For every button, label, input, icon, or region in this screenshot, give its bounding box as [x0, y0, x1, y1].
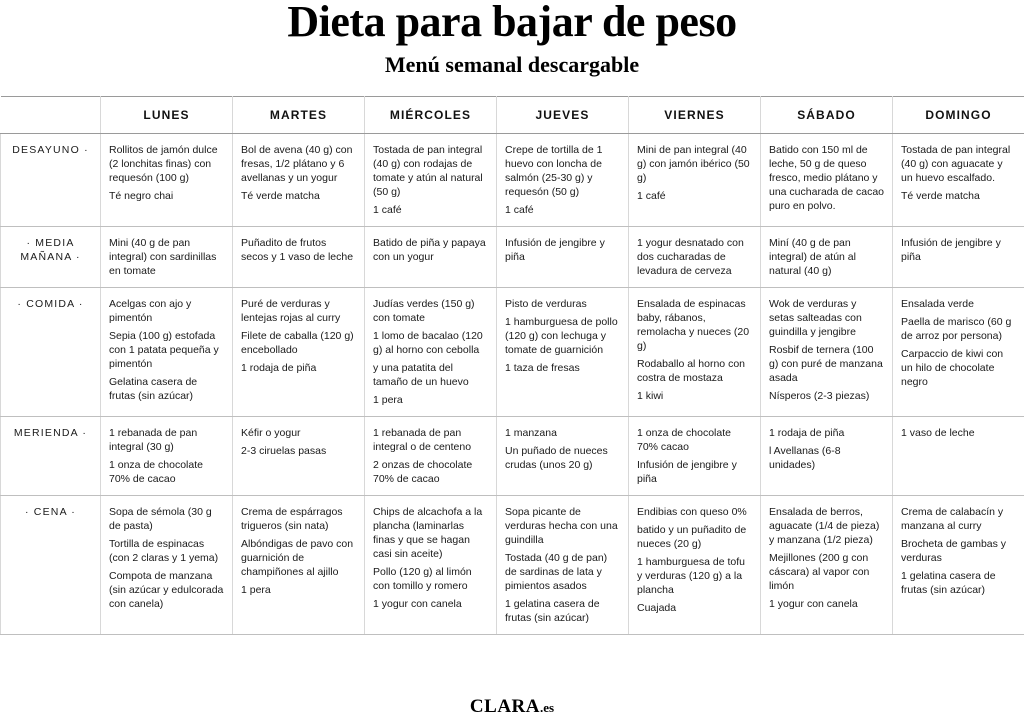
brand-suffix: .es: [539, 700, 555, 715]
meal-cell: Kéfir o yogur 2-3 ciruelas pasas: [233, 417, 365, 496]
meal-cell: Batido de piña y papaya con un yogur: [365, 227, 497, 288]
meal-cell: Sopa picante de verduras hecha con una guindilla Tostada (40 g de pan) de sardinas de lata y pimientos asados 1 gelatina casera de frutas (sin azúcar): [497, 496, 629, 635]
meal-cell: Batido con 150 ml de leche, 50 g de queso fresco, medio plátano y una cucharada de cacao puro en polvo.: [761, 134, 893, 227]
meal-cell: 1 yogur desnatado con dos cucharadas de levadura de cerveza: [629, 227, 761, 288]
meal-cell: 1 rebanada de pan integral (30 g) 1 onza de chocolate 70% de cacao: [101, 417, 233, 496]
meal-cell: Ensalada de berros, aguacate (1/4 de pieza) y manzana (1/2 pieza) Mejillones (200 g con cáscara) al vapor con limón 1 yogur con canela: [761, 496, 893, 635]
table-header-row: [1, 97, 1024, 134]
table-row: [1, 134, 1024, 227]
day-header-martes: MARTES: [233, 97, 365, 134]
meal-cell: Pisto de verduras 1 hamburguesa de pollo (120 g) con lechuga y tomate de guarnición 1 taza de fresas: [497, 288, 629, 417]
footer: [0, 696, 1024, 718]
page-subtitle: Menú semanal descargable: [384, 52, 640, 77]
meal-cell: 1 rebanada de pan integral o de centeno 2 onzas de chocolate 70% de cacao: [365, 417, 497, 496]
meal-cell: 1 vaso de leche: [893, 417, 1024, 496]
meal-cell: 1 rodaja de piña l Avellanas (6-8 unidades): [761, 417, 893, 496]
table-row: [1, 288, 1024, 417]
day-header-jueves: JUEVES: [497, 97, 629, 134]
brand-name: CLARA: [469, 696, 540, 717]
meal-cell: Chips de alcachofa a la plancha (laminarlas finas y que se hagan casi sin aceite) Pollo (120 g) al limón con tomillo y romero 1 yogur con canela: [365, 496, 497, 635]
meal-cell: Endibias con queso 0% batido y un puñadito de nueces (20 g) 1 hamburguesa de tofu y verduras (120 g) a la plancha Cuajada: [629, 496, 761, 635]
meal-cell: 1 onza de chocolate 70% cacao Infusión de jengibre y piña: [629, 417, 761, 496]
meal-cell: Puñadito de frutos secos y 1 vaso de leche: [233, 227, 365, 288]
page-title: Dieta para bajar de peso: [287, 0, 737, 46]
meal-cell: Acelgas con ajo y pimentón Sepia (100 g) estofada con 1 patata pequeña y pimentón Gelatina casera de frutas (sin azúcar): [101, 288, 233, 417]
table-row: [1, 227, 1024, 288]
brand-logo: [470, 696, 554, 717]
meal-cell: Crema de espárragos trigueros (sin nata) Albóndigas de pavo con guarnición de champiñones al ajillo 1 pera: [233, 496, 365, 635]
table-header: [1, 97, 1024, 134]
meal-cell: Mini (40 g de pan integral) con sardinillas en tomate: [101, 227, 233, 288]
meal-cell: Miní (40 g de pan integral) de atún al natural (40 g): [761, 227, 893, 288]
meal-cell: Infusión de jengibre y piña: [893, 227, 1024, 288]
meal-cell: Sopa de sémola (30 g de pasta) Tortilla de espinacas (con 2 claras y 1 yema) Compota de manzana (sin azúcar y edulcorada con canela): [101, 496, 233, 635]
meal-label-comida: · COMIDA ·: [1, 288, 101, 417]
meal-cell: Crema de calabacín y manzana al curry Brocheta de gambas y verduras 1 gelatina casera de frutas (sin azúcar): [893, 496, 1024, 635]
meal-cell: Mini de pan integral (40 g) con jamón ibérico (50 g) 1 café: [629, 134, 761, 227]
day-header-viernes: VIERNES: [629, 97, 761, 134]
day-header-sabado: SÁBADO: [761, 97, 893, 134]
meal-cell: Tostada de pan integral (40 g) con aguacate y un huevo escalfado. Té verde matcha: [893, 134, 1024, 227]
day-header-miercoles: MIÉRCOLES: [365, 97, 497, 134]
meal-cell: Ensalada verde Paella de marisco (60 g de arroz por persona) Carpaccio de kiwi con un hilo de chocolate negro: [893, 288, 1024, 417]
meal-label-desayuno: DESAYUNO ·: [1, 134, 101, 227]
meal-cell: Judías verdes (150 g) con tomate 1 lomo de bacalao (120 g) al horno con cebolla y una patatita del tamaño de un huevo 1 pera: [365, 288, 497, 417]
meal-label-media-manana: · MEDIA MAÑANA ·: [1, 227, 101, 288]
meal-label-merienda: MERIENDA ·: [1, 417, 101, 496]
table-row: [1, 417, 1024, 496]
meal-cell: Tostada de pan integral (40 g) con rodajas de tomate y atún al natural (50 g) 1 café: [365, 134, 497, 227]
meal-cell: Bol de avena (40 g) con fresas, 1/2 plátano y 6 avellanas y un yogur Té verde matcha: [233, 134, 365, 227]
day-header-domingo: DOMINGO: [893, 97, 1024, 134]
table-row: [1, 496, 1024, 635]
meal-cell: Ensalada de espinacas baby, rábanos, remolacha y nueces (20 g) Rodaballo al horno con costra de mostaza 1 kiwi: [629, 288, 761, 417]
table-body: [1, 134, 1024, 635]
table-corner-cell: [1, 97, 101, 134]
day-header-lunes: LUNES: [101, 97, 233, 134]
meal-cell: Wok de verduras y setas salteadas con guindilla y jengibre Rosbif de ternera (100 g) con puré de manzana asada Nísperos (2-3 piezas): [761, 288, 893, 417]
meal-cell: Crepe de tortilla de 1 huevo con loncha de salmón (25-30 g) y requesón (50 g) 1 café: [497, 134, 629, 227]
meal-cell: Rollitos de jamón dulce (2 lonchitas finas) con requesón (100 g) Té negro chai: [101, 134, 233, 227]
meal-cell: Infusión de jengibre y piña: [497, 227, 629, 288]
meal-cell: 1 manzana Un puñado de nueces crudas (unos 20 g): [497, 417, 629, 496]
meal-cell: Puré de verduras y lentejas rojas al curry Filete de caballa (120 g) encebollado 1 rodaja de piña: [233, 288, 365, 417]
meal-label-cena: · CENA ·: [1, 496, 101, 635]
weekly-menu-table: [0, 96, 1024, 635]
